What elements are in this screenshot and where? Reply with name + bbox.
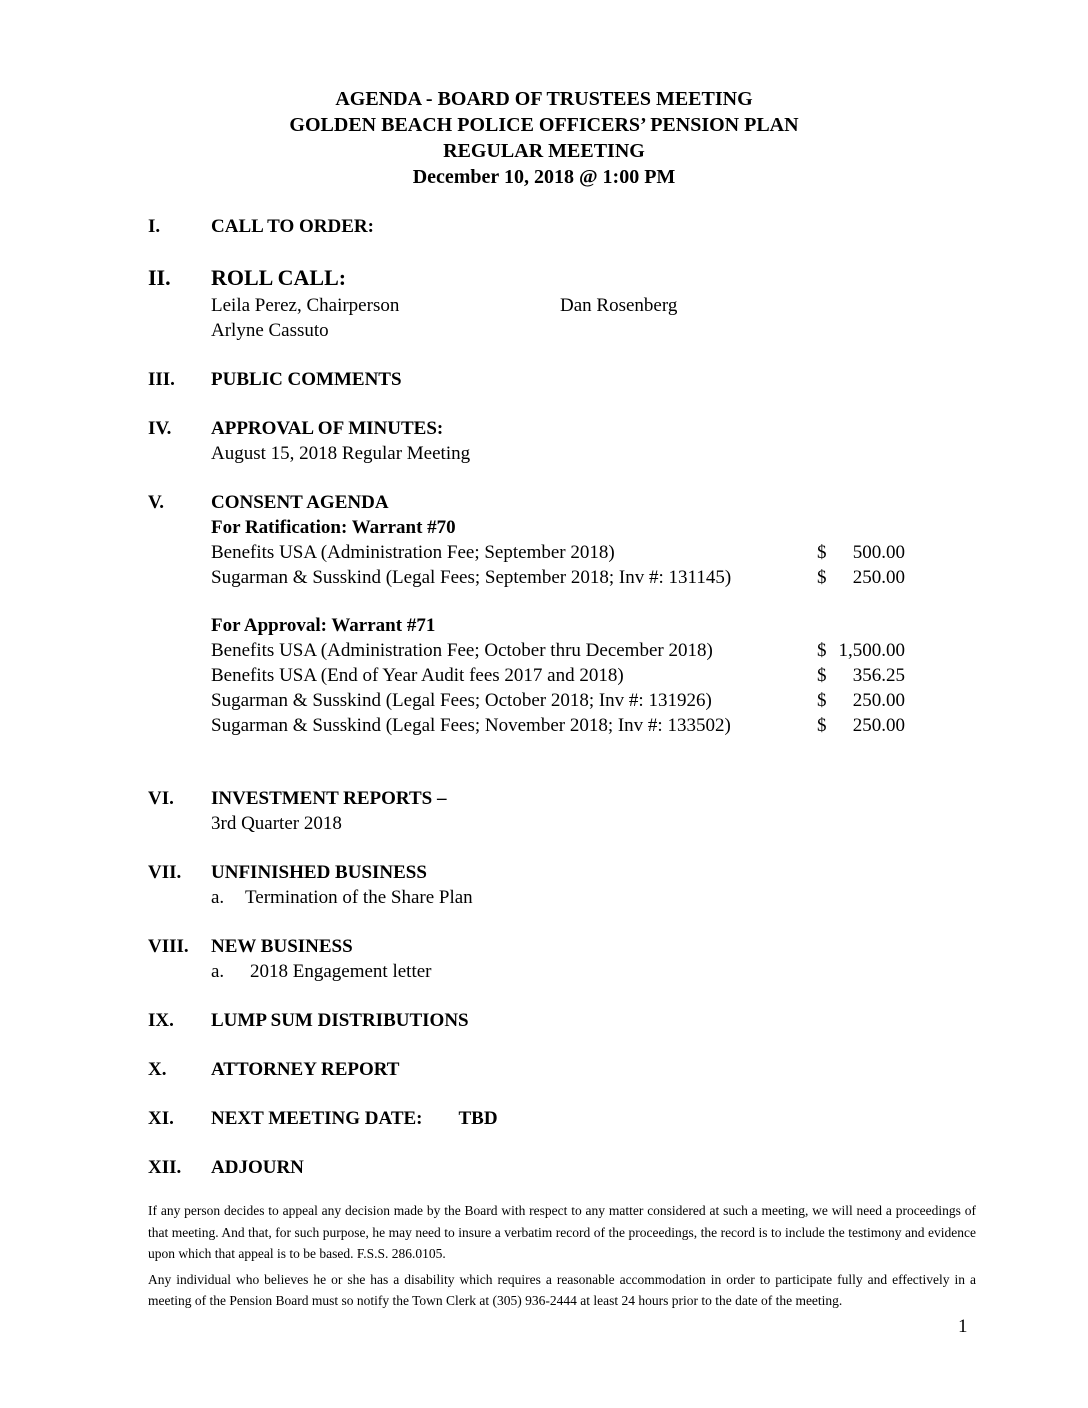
fee-label: Benefits USA (End of Year Audit fees 2017 and 2018) [211, 665, 624, 686]
amount-value: 250.00 [852, 690, 905, 711]
next-meeting-value: TBD [458, 1108, 498, 1129]
agenda-body [148, 214, 976, 1180]
title-line-date: December 10, 2018 @ 1:00 PM [412, 166, 676, 188]
amount-value: 500.00 [852, 542, 905, 563]
section-unfinished-business [148, 860, 976, 910]
section-title: ROLL CALL: [211, 265, 347, 290]
section-lump-sum-distributions [148, 1008, 976, 1033]
amount-value: 250.00 [852, 567, 905, 588]
currency-symbol: $ [817, 715, 827, 736]
title-line-meeting-type: REGULAR MEETING [443, 140, 645, 162]
section-detail: 3rd Quarter 2018 [211, 813, 342, 834]
fee-row [211, 663, 905, 688]
roll-call-column-left [211, 293, 560, 343]
fee-row [211, 540, 905, 565]
section-numeral: VI. [148, 788, 174, 809]
fee-row [211, 688, 905, 713]
section-title: ADJOURN [211, 1157, 304, 1178]
section-numeral: V. [148, 492, 165, 513]
currency-symbol: $ [817, 665, 827, 686]
fee-amount [817, 565, 905, 590]
page-number: 1 [958, 1316, 968, 1337]
sub-item [211, 885, 976, 910]
title-line-plan: GOLDEN BEACH POLICE OFFICERS’ PENSION PLAN [289, 114, 799, 136]
fee-label: Benefits USA (Administration Fee; October thru December 2018) [211, 640, 713, 661]
fee-label: Sugarman & Susskind (Legal Fees; September 2018; Inv #: 131145) [211, 567, 732, 588]
ratification-fee-list [211, 540, 905, 590]
section-numeral: IV. [148, 418, 172, 439]
currency-symbol: $ [817, 690, 827, 711]
section-title: INVESTMENT REPORTS – [211, 788, 447, 809]
section-title: LUMP SUM DISTRIBUTIONS [211, 1010, 469, 1031]
section-numeral: IX. [148, 1010, 174, 1031]
section-numeral: II. [148, 265, 171, 290]
roll-call-members [211, 293, 976, 343]
fee-row [211, 713, 905, 738]
section-roll-call [148, 263, 976, 343]
member-name: Leila Perez, Chairperson [211, 295, 400, 316]
section-public-comments [148, 367, 976, 392]
fee-amount [817, 663, 905, 688]
section-next-meeting-date [148, 1106, 976, 1131]
fee-amount [817, 638, 905, 663]
currency-symbol: $ [817, 640, 827, 661]
fee-label: Sugarman & Susskind (Legal Fees; November 2018; Inv #: 133502) [211, 715, 731, 736]
section-title: CONSENT AGENDA [211, 492, 389, 513]
section-title: UNFINISHED BUSINESS [211, 862, 427, 883]
fee-label: Sugarman & Susskind (Legal Fees; October 2018; Inv #: 131926) [211, 690, 712, 711]
fee-amount [817, 713, 905, 738]
section-attorney-report [148, 1057, 976, 1082]
fee-amount [817, 540, 905, 565]
amount-value: 1,500.00 [838, 640, 905, 661]
legal-notices [148, 1200, 976, 1312]
section-title: ATTORNEY REPORT [211, 1059, 400, 1080]
section-detail: August 15, 2018 Regular Meeting [211, 443, 471, 464]
currency-symbol: $ [817, 542, 827, 563]
section-numeral: XII. [148, 1157, 182, 1178]
member-name: Dan Rosenberg [560, 295, 678, 316]
section-numeral: VIII. [148, 936, 189, 957]
next-meeting-line [211, 1106, 976, 1131]
ada-accommodation-paragraph: Any individual who believes he or she has a disability which requires a reasonable accommodation in order to participate fully and effectively in a meeting of the Pension Board must so notify the Town Clerk at (305) 936-2444 at least 24 hours prior to the date of the meeting. [148, 1271, 976, 1308]
title-line-meeting: AGENDA - BOARD OF TRUSTEES MEETING [335, 88, 753, 110]
member-name: Arlyne Cassuto [211, 320, 329, 341]
fee-label: Benefits USA (Administration Fee; September 2018) [211, 542, 615, 563]
sub-item-text: Termination of the Share Plan [245, 887, 473, 908]
fee-row [211, 638, 905, 663]
section-consent-agenda [148, 490, 976, 738]
section-numeral: XI. [148, 1108, 174, 1129]
approval-heading: For Approval: Warrant #71 [211, 615, 436, 636]
section-investment-reports [148, 786, 976, 836]
section-title: CALL TO ORDER: [211, 216, 374, 237]
section-numeral: I. [148, 216, 161, 237]
section-numeral: VII. [148, 862, 182, 883]
appeal-notice-paragraph: If any person decides to appeal any decision made by the Board with respect to any matter considered at such a meeting, we will need a proceedings of that meeting. And that, for such purpose, he may need to insure a verbatim record of the proceedings, the record is to include the testimony and evidence upon which that appeal is to be based. F.S.S. 286.0105. [148, 1203, 976, 1261]
section-call-to-order [148, 214, 976, 239]
section-title: NEXT MEETING DATE: [211, 1108, 423, 1129]
roll-call-column-right [560, 293, 677, 343]
sub-item [211, 959, 976, 984]
section-title: NEW BUSINESS [211, 936, 353, 957]
fee-amount [817, 688, 905, 713]
amount-value: 356.25 [852, 665, 905, 686]
approval-fee-list [211, 638, 905, 738]
section-title: APPROVAL OF MINUTES: [211, 418, 444, 439]
section-adjourn [148, 1155, 976, 1180]
section-title: PUBLIC COMMENTS [211, 369, 402, 390]
section-numeral: X. [148, 1059, 167, 1080]
section-approval-of-minutes [148, 416, 976, 466]
fee-row [211, 565, 905, 590]
sub-item-marker: a. [211, 887, 225, 908]
sub-item-marker: a. [211, 961, 225, 982]
section-numeral: III. [148, 369, 175, 390]
ratification-heading: For Ratification: Warrant #70 [211, 517, 456, 538]
document-title-block [0, 0, 1088, 190]
sub-item-text: 2018 Engagement letter [250, 961, 432, 982]
amount-value: 250.00 [852, 715, 905, 736]
section-new-business [148, 934, 976, 984]
currency-symbol: $ [817, 567, 827, 588]
